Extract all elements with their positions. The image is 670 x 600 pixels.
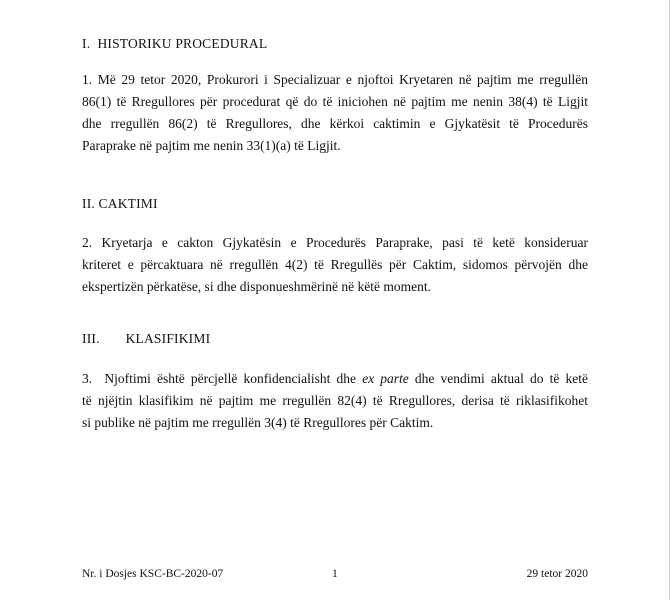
paragraph-line: ekspertizën përkatëse, si dhe disponueshmërinë në këtë moment. bbox=[82, 279, 432, 294]
paragraph-1 bbox=[82, 69, 588, 157]
paragraph-line: të njëjtin klasifikim në pajtim me rregullën 82(4) të Rregullores, derisa të riklasifikohet bbox=[82, 393, 588, 408]
section-title: HISTORIKU PROCEDURAL bbox=[97, 36, 268, 51]
document-date: 29 tetor 2020 bbox=[526, 568, 588, 580]
paragraph-line: Paraprake në pajtim me nenin 33(1)(a) të Ligjit. bbox=[82, 138, 341, 153]
section-title: KLASIFIKIMI bbox=[125, 331, 211, 346]
section-heading-historiku bbox=[82, 36, 267, 52]
section-title: CAKTIMI bbox=[98, 196, 158, 211]
page-footer bbox=[82, 568, 588, 580]
paragraph-2 bbox=[82, 232, 588, 298]
section-number: I. bbox=[82, 36, 91, 51]
section-number: III. bbox=[82, 331, 100, 346]
file-number: Nr. i Dosjes KSC-BC-2020-07 bbox=[82, 568, 224, 580]
paragraph-line: 86(1) të Rregullores për procedurat që do të iniciohen në pajtim me nenin 38(4) të Ligjit bbox=[82, 94, 588, 109]
section-number: II. bbox=[82, 196, 95, 211]
section-heading-klasifikimi bbox=[82, 331, 210, 347]
paragraph-line: 1. Më 29 tetor 2020, Prokurori i Specializuar e njoftoi Kryetaren në pajtim me rregullën bbox=[82, 72, 588, 87]
page-number: 1 bbox=[332, 568, 338, 580]
paragraph-line: dhe rregullën 86(2) të Rregullores, dhe kërkoi caktimin e Gjykatësit të Procedurës bbox=[82, 116, 588, 131]
line-text: dhe vendimi aktual do të ketë bbox=[408, 371, 588, 386]
line-text: 3. Njoftimi është përcjellë konfidencialisht dhe bbox=[82, 371, 363, 386]
paragraph-line: kriteret e përcaktuara në rregullën 4(2) të Rregullës për Caktim, sidomos përvojën dhe bbox=[82, 257, 588, 272]
section-heading-caktimi bbox=[82, 196, 158, 212]
paragraph-line: si publike në pajtim me rregullën 3(4) të Rregullores për Caktim. bbox=[82, 415, 434, 430]
paragraph-line: 2. Kryetarja e cakton Gjykatësin e Procedurës Paraprake, pasi të ketë konsideruar bbox=[82, 235, 588, 250]
paragraph-3 bbox=[82, 368, 588, 434]
paragraph-line bbox=[82, 368, 588, 390]
italic-term: ex parte bbox=[362, 371, 409, 386]
